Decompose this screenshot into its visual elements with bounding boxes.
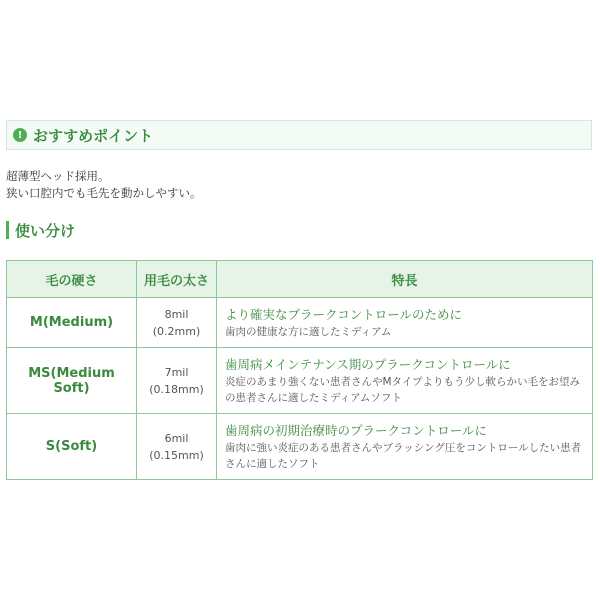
- recommend-point-box: [6, 120, 592, 150]
- thickness-cell: [137, 348, 217, 414]
- table-row: [7, 298, 593, 348]
- feature-cell: [217, 348, 593, 414]
- hardness-cell: M(Medium): [7, 298, 137, 348]
- description-line: 狭い口腔内でも毛先を動かしやすい。: [6, 186, 202, 200]
- recommend-point-title: おすすめポイント: [33, 126, 154, 145]
- usage-table: [6, 260, 593, 480]
- thickness-mil: 7mil: [164, 365, 189, 379]
- section-bar: [6, 221, 9, 239]
- thickness-cell: [137, 298, 217, 348]
- thickness-mil: 8mil: [164, 307, 189, 321]
- header-thickness: 用毛の太さ: [137, 261, 217, 298]
- description-line: 超薄型ヘッド採用。: [6, 169, 110, 183]
- table-row: [7, 348, 593, 414]
- feature-desc: 歯肉の健康な方に適したミディアム: [225, 325, 392, 338]
- feature-title: より確実なプラークコントロールのために: [225, 306, 463, 322]
- thickness-mil: 6mil: [164, 431, 189, 445]
- table-row: [7, 414, 593, 480]
- thickness-cell: [137, 414, 217, 480]
- usage-section-heading: [6, 220, 75, 240]
- feature-cell: [217, 298, 593, 348]
- hardness-cell: MS(Medium Soft): [7, 348, 137, 414]
- thickness-mm: (0.15mm): [149, 448, 204, 462]
- exclamation-icon: !: [13, 128, 27, 142]
- usage-section-title: 使い分け: [15, 221, 76, 240]
- feature-desc: 歯肉に強い炎症のある患者さんやブラッシング圧をコントロールしたい患者さんに適したソフト: [225, 441, 582, 470]
- feature-desc: 炎症のあまり強くない患者さんやMタイプよりもう少し軟らかい毛をお望みの患者さんに適したミディアムソフト: [225, 375, 581, 404]
- hardness-cell: S(Soft): [7, 414, 137, 480]
- header-feature: 特長: [217, 261, 593, 298]
- table-header-row: [7, 261, 593, 298]
- feature-title: 歯周病の初期治療時のプラークコントロールに: [225, 422, 488, 438]
- product-description: [6, 168, 202, 202]
- feature-title: 歯周病メインテナンス期のプラークコントロールに: [225, 356, 511, 372]
- thickness-mm: (0.18mm): [149, 382, 204, 396]
- thickness-mm: (0.2mm): [152, 324, 201, 338]
- feature-cell: [217, 414, 593, 480]
- header-hardness: 毛の硬さ: [7, 261, 137, 298]
